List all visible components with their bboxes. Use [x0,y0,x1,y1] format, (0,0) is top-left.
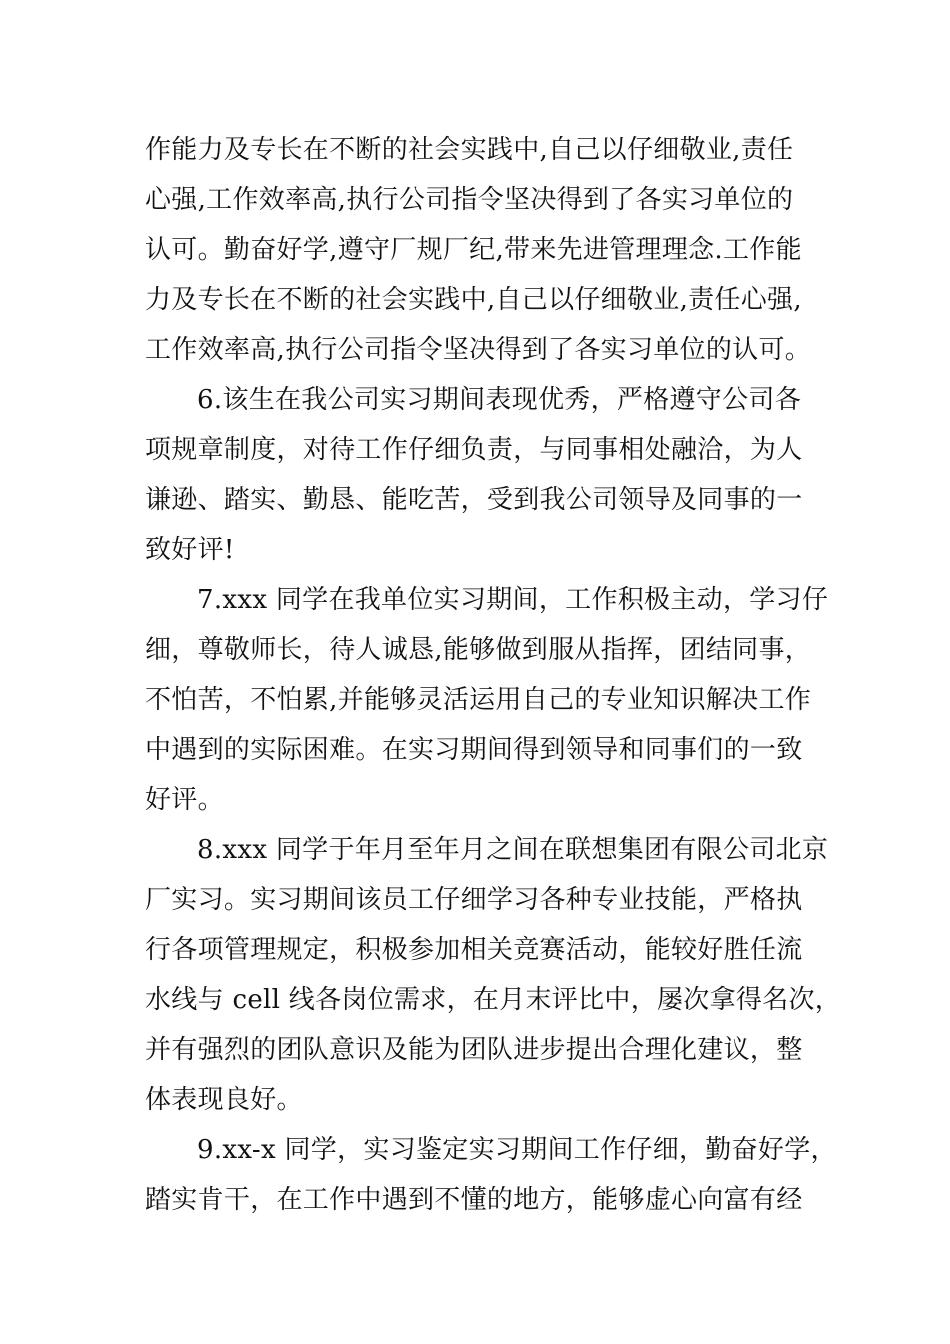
text-line: 作能力及专长在不断的社会实践中,自己以仔细敬业,责任 [145,135,794,165]
text-line: 中遇到的实际困难。在实习期间得到领导和同事们的一致 [145,735,803,765]
text-line: 好评。 [145,785,224,815]
text-line: 水线与 cell 线各岗位需求，在月末评比中，屡次拿得名次， [145,985,842,1015]
paragraph-9-first-line: 9.xx-x 同学，实习鉴定实习期间工作仔细，勤奋好学， [197,1135,837,1165]
paragraph-8-first-line: 8.xxx 同学于年月至年月之间在联想集团有限公司北京 [197,835,829,865]
text-line: 认可。勤奋好学,遵守厂规厂纪,带来先进管理理念.工作能 [145,235,802,265]
text-line: 项规章制度，对待工作仔细负责，与同事相处融洽，为人 [145,435,803,465]
text-line: 细，尊敬师长，待人诚恳,能够做到服从指挥，团结同事， [145,635,812,665]
text-line: 心强,工作效率高,执行公司指令坚决得到了各实习单位的 [145,185,794,215]
text-line: 不怕苦，不怕累,并能够灵活运用自己的专业知识解决工作 [145,685,812,715]
text-line: 体表现良好。 [145,1085,303,1115]
paragraph-6-first-line: 6.该生在我公司实习期间表现优秀，严格遵守公司各 [197,385,802,415]
text-line: 致好评! [145,535,235,565]
text-line: 工作效率高,执行公司指令坚决得到了各实习单位的认可。 [145,335,812,365]
text-line: 踏实肯干，在工作中遇到不懂的地方，能够虚心向富有经 [145,1185,803,1215]
text-line: 并有强烈的团队意识及能为团队进步提出合理化建议，整 [145,1035,803,1065]
paragraph-7-first-line: 7.xxx 同学在我单位实习期间，工作积极主动，学习仔 [197,585,829,615]
text-line: 力及专长在不断的社会实践中,自己以仔细敬业,责任心强, [145,285,802,315]
text-line: 谦逊、踏实、勤恳、能吃苦，受到我公司领导及同事的一 [145,485,803,515]
text-line: 厂实习。实习期间该员工仔细学习各种专业技能，严格执 [145,885,803,915]
text-line: 行各项管理规定，积极参加相关竞赛活动，能较好胜任流 [145,935,803,965]
